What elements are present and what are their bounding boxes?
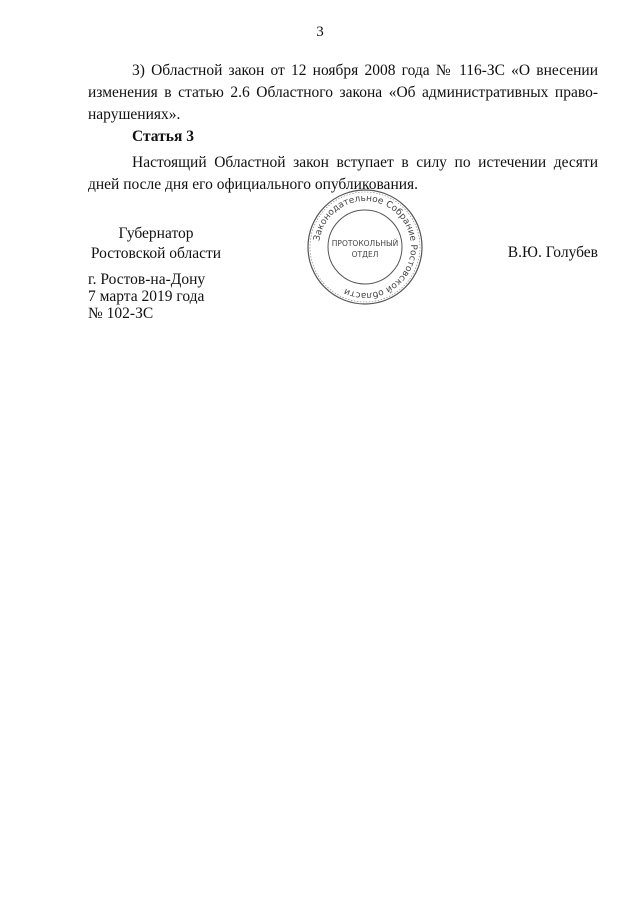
signer-title-line-1: Губернатор <box>118 225 194 242</box>
official-stamp <box>304 186 426 308</box>
signer-name: В.Ю. Голубев <box>507 244 598 261</box>
signer-title <box>86 224 226 264</box>
law-number: № 102-ЗС <box>88 305 154 322</box>
adoption-details <box>88 271 205 322</box>
adoption-date: 7 марта 2019 года <box>88 288 205 305</box>
page-number: 3 <box>316 24 324 40</box>
amendment-paragraph: 3) Областной закон от 12 ноября 2008 года № 116-ЗС «О внесении изменения в статью 2.6 Областного закона «Об административных правонарушениях». <box>88 62 598 123</box>
stamp-ring-text: Законодательное Собрание Ростовской области <box>312 193 419 301</box>
stamp-center-line-1: ПРОТОКОЛЬНЫЙ <box>331 239 399 248</box>
signer-title-line-2: Ростовской области <box>90 245 222 262</box>
adoption-city: г. Ростов-на-Дону <box>88 271 206 288</box>
stamp-center-line-2: ОТДЕЛ <box>351 250 379 259</box>
effective-date-paragraph: Настоящий Областной закон вступает в силу по истечении десяти дней после дня его официального опубликования. <box>88 154 598 193</box>
article-heading: Статья 3 <box>132 128 194 145</box>
